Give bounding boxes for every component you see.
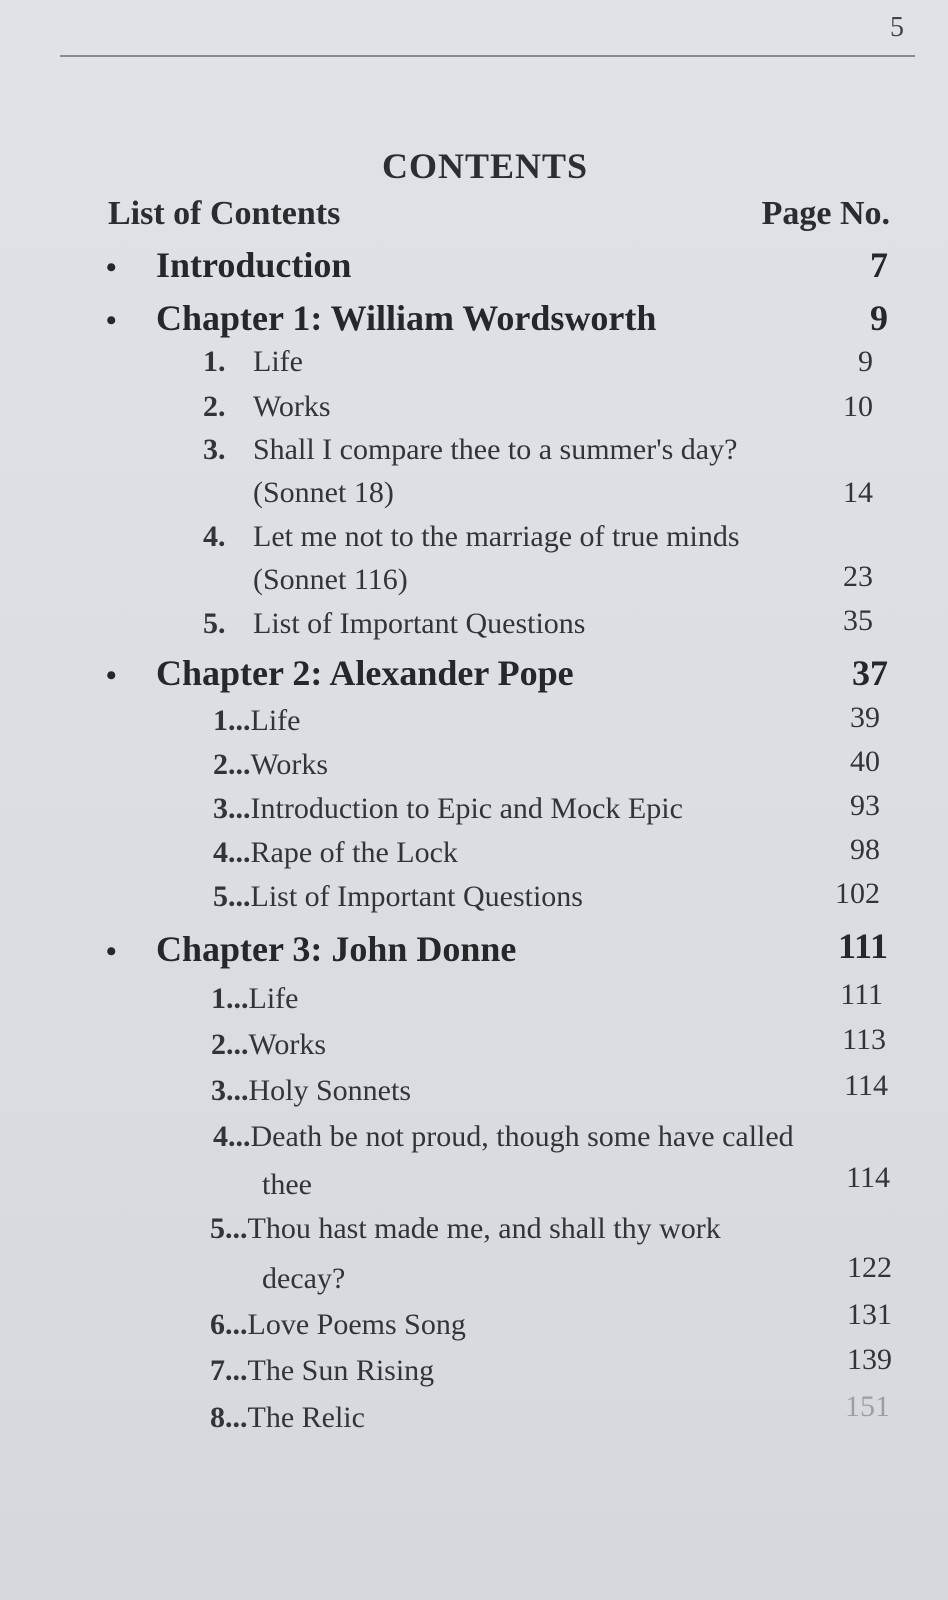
item-page: 113 [842, 1023, 886, 1056]
toc-item [203, 390, 331, 424]
toc-chapter-1 [106, 297, 656, 339]
toc-item [210, 1401, 365, 1435]
item-title: Love Poems Song [247, 1308, 466, 1341]
list-of-contents-heading: List of Contents [108, 195, 341, 232]
item-number: 4. [203, 520, 226, 553]
item-page: 9 [858, 345, 873, 378]
item-title: Works [248, 1028, 327, 1061]
page-no-heading: Page No. [761, 195, 890, 232]
toc-item [203, 345, 303, 379]
toc-item [213, 704, 300, 738]
toc-item [213, 880, 583, 914]
toc-item [210, 1354, 434, 1388]
item-title-continued: (Sonnet 18) [253, 476, 394, 509]
item-title: The Relic [247, 1401, 365, 1434]
item-number: 4... [213, 1120, 251, 1153]
toc-entry-label: Introduction [156, 245, 352, 285]
chapter-page: 9 [870, 298, 888, 338]
item-title: Life [250, 704, 301, 737]
toc-entry-introduction [106, 244, 351, 286]
item-title: Works [253, 390, 331, 423]
item-page: 93 [850, 789, 880, 822]
item-title: The Sun Rising [247, 1354, 435, 1387]
item-title: Death be not proud, though some have called [250, 1120, 794, 1153]
item-title: Rape of the Lock [250, 836, 458, 869]
item-number: 5... [210, 1212, 248, 1245]
toc-item [213, 792, 683, 826]
item-page: 35 [843, 604, 873, 637]
toc-item [203, 607, 585, 641]
item-page: 14 [843, 476, 873, 509]
toc-item [211, 1074, 411, 1108]
toc-item [203, 520, 740, 554]
item-page: 151 [845, 1390, 890, 1423]
item-title: Works [250, 748, 329, 781]
item-page: 102 [835, 877, 880, 910]
item-page: 114 [846, 1161, 890, 1194]
bullet-icon: • [106, 304, 117, 337]
item-number: 5. [203, 607, 226, 640]
item-number: 1... [213, 704, 251, 737]
bullet-icon: • [106, 659, 117, 692]
item-number: 6... [210, 1308, 248, 1341]
item-page: 122 [847, 1251, 892, 1284]
chapter-page: 37 [852, 653, 888, 693]
toc-item [211, 982, 298, 1016]
item-page: 10 [843, 390, 873, 423]
item-page: 23 [843, 560, 873, 593]
toc-item [210, 1308, 466, 1342]
toc-item [203, 433, 737, 467]
item-number: 2. [203, 390, 226, 423]
chapter-page: 111 [837, 926, 888, 966]
bullet-icon: • [106, 935, 117, 968]
item-number: 7... [210, 1354, 248, 1387]
header-rule [60, 55, 915, 57]
item-page: 111 [840, 978, 883, 1011]
item-page: 114 [844, 1069, 888, 1102]
item-title: Life [248, 982, 299, 1015]
page-number: 5 [890, 12, 904, 43]
item-title: Let me not to the marriage of true minds [253, 520, 740, 553]
item-title-continued: (Sonnet 116) [253, 563, 408, 596]
item-number: 8... [210, 1401, 248, 1434]
toc-entry-page: 7 [870, 245, 888, 285]
item-title: Shall I compare thee to a summer's day? [253, 433, 738, 466]
item-page: 131 [847, 1298, 892, 1331]
item-number: 4... [213, 836, 251, 869]
toc-chapter-3 [106, 928, 516, 970]
item-number: 2... [213, 748, 251, 781]
chapter-title: Chapter 2: Alexander Pope [156, 653, 574, 693]
item-number: 5... [213, 880, 251, 913]
toc-item [213, 1120, 794, 1154]
item-number: 3... [211, 1074, 249, 1107]
toc-item [213, 836, 458, 870]
item-number: 1. [203, 345, 226, 378]
toc-chapter-2 [106, 652, 574, 694]
chapter-title: Chapter 3: John Donne [156, 929, 517, 969]
item-title: List of Important Questions [253, 607, 586, 640]
item-page: 139 [847, 1343, 892, 1376]
item-title: Introduction to Epic and Mock Epic [250, 792, 683, 825]
item-title-continued: decay? [262, 1262, 346, 1295]
contents-title: CONTENTS [381, 146, 589, 186]
item-number: 3... [213, 792, 251, 825]
item-number: 1... [211, 982, 249, 1015]
bullet-icon: • [106, 251, 117, 284]
chapter-title: Chapter 1: William Wordsworth [156, 298, 657, 338]
item-title: Holy Sonnets [248, 1074, 412, 1107]
item-title: List of Important Questions [250, 880, 583, 913]
toc-item [213, 748, 328, 782]
item-number: 2... [211, 1028, 249, 1061]
item-number: 3. [203, 433, 226, 466]
item-title-continued: thee [262, 1168, 312, 1201]
item-page: 39 [850, 701, 880, 734]
item-page: 40 [850, 745, 880, 778]
toc-item [211, 1028, 326, 1062]
item-page: 98 [850, 833, 880, 866]
item-title: Life [253, 345, 303, 378]
toc-item [210, 1212, 721, 1246]
item-title: Thou hast made me, and shall thy work [247, 1212, 721, 1245]
